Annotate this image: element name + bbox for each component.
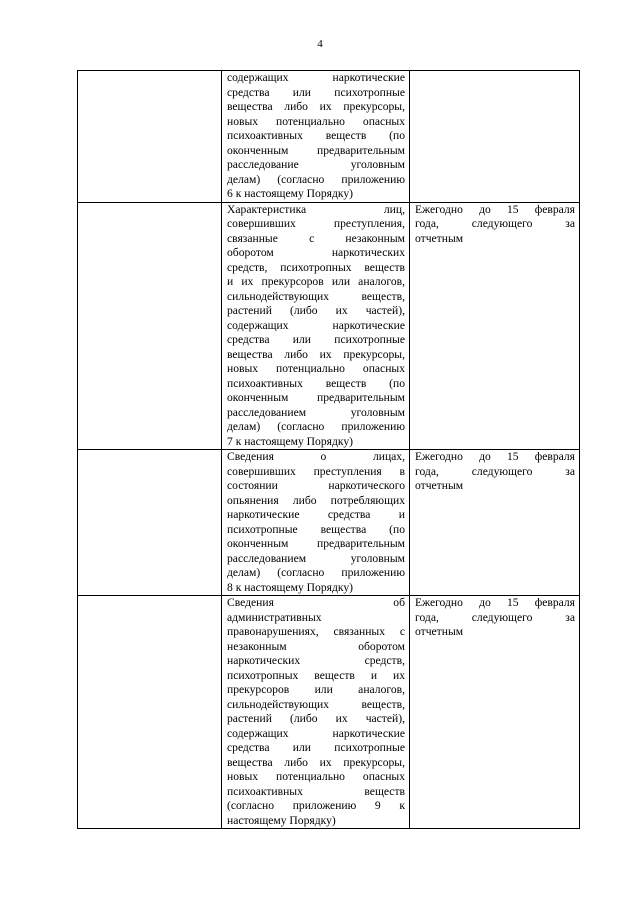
description-cell [222, 450, 410, 596]
deadline-line: отчетным [415, 625, 464, 638]
description-line: Характеристика лиц, [227, 202, 405, 216]
description-line: расследованием уголовным [227, 405, 405, 419]
description-line: сильнодействующих веществ, [227, 697, 405, 711]
description-line: состоянии наркотического [227, 479, 405, 492]
description-line: вещества либо их прекурсоры, [227, 755, 405, 769]
description-line: наркотических средств, [227, 654, 405, 667]
deadline-line: года, следующего за [415, 610, 575, 624]
description-line: содержащих наркотические [227, 318, 405, 332]
description-line: 6 к настоящему Порядку) [227, 187, 353, 200]
description-line: совершивших преступления, [227, 217, 405, 230]
deadline-cell [410, 450, 580, 596]
table-body [78, 71, 580, 829]
description-line: опьянения либо потребляющих [227, 493, 405, 507]
description-line: новых потенциально опасных [227, 114, 405, 128]
description-line: наркотические средства и [227, 508, 405, 521]
deadline-line: Ежегодно до 15 февраля [415, 596, 575, 609]
description-line: связанные с незаконным [227, 231, 405, 245]
description-line: прекурсоров или аналогов, [227, 683, 405, 696]
deadline-line: Ежегодно до 15 февраля [415, 202, 575, 216]
description-line: психоактивных веществ [227, 784, 405, 798]
description-line: психоактивных веществ (по [227, 376, 405, 390]
description-line: оборотом наркотических [227, 246, 405, 259]
description-line: 8 к настоящему Порядку) [227, 580, 353, 594]
deadline-line: года, следующего за [415, 217, 575, 230]
description-line: содержащих наркотические [227, 726, 405, 740]
deadline-line: Ежегодно до 15 февраля [415, 450, 575, 463]
row-number-cell [78, 450, 222, 596]
description-line: совершивших преступления в [227, 464, 405, 478]
description-line: 7 к настоящему Порядку) [227, 434, 353, 448]
table-row [78, 71, 580, 203]
deadline-line: отчетным [415, 231, 464, 245]
description-line: средства или психотропные [227, 741, 405, 754]
description-line: вещества либо их прекурсоры, [227, 347, 405, 361]
description-line: делам) (согласно приложению [227, 566, 405, 579]
description-line: расследованием уголовным [227, 551, 405, 565]
description-line: растений (либо их частей), [227, 304, 405, 317]
description-line: настоящему Порядку) [227, 813, 336, 827]
deadline-cell [410, 71, 580, 203]
description-line: средства или психотропные [227, 333, 405, 346]
description-line: средства или психотропные [227, 85, 405, 99]
description-line: (согласно приложению 9 к [227, 799, 405, 812]
description-line: правонарушениях, связанных с [227, 625, 405, 638]
description-line: оконченным предварительным [227, 143, 405, 157]
page-number: 4 [317, 38, 323, 50]
description-line: делам) (согласно приложению [227, 420, 405, 433]
deadline-cell [410, 596, 580, 829]
description-line: психотропные вещества (по [227, 522, 405, 536]
description-line: административных [227, 610, 322, 624]
table-row [78, 450, 580, 596]
description-line: психоактивных веществ (по [227, 129, 405, 142]
row-number-cell [78, 596, 222, 829]
description-cell [222, 71, 410, 203]
reporting-table [77, 70, 580, 829]
description-cell [222, 596, 410, 829]
description-line: оконченным предварительным [227, 537, 405, 550]
description-line: незаконным оборотом [227, 639, 405, 653]
description-line: и их прекурсоров или аналогов, [227, 275, 405, 288]
row-number-cell [78, 71, 222, 203]
table-row [78, 202, 580, 450]
description-line: новых потенциально опасных [227, 362, 405, 375]
table-row [78, 596, 580, 829]
description-line: растений (либо их частей), [227, 712, 405, 725]
row-number-cell [78, 202, 222, 450]
description-line: содержащих наркотические [227, 71, 405, 84]
description-line: оконченным предварительным [227, 391, 405, 404]
description-cell [222, 202, 410, 450]
description-line: средств, психотропных веществ [227, 260, 405, 274]
description-line: Сведения об [227, 596, 405, 609]
description-line: сильнодействующих веществ, [227, 289, 405, 303]
description-line: психотропных веществ и их [227, 668, 405, 682]
description-line: делам) (согласно приложению [227, 172, 405, 186]
deadline-cell [410, 202, 580, 450]
description-line: Сведения о лицах, [227, 450, 405, 463]
deadline-line: отчетным [415, 479, 464, 492]
description-line: вещества либо их прекурсоры, [227, 100, 405, 113]
description-line: расследование уголовным [227, 158, 405, 171]
description-line: новых потенциально опасных [227, 770, 405, 783]
deadline-line: года, следующего за [415, 464, 575, 478]
